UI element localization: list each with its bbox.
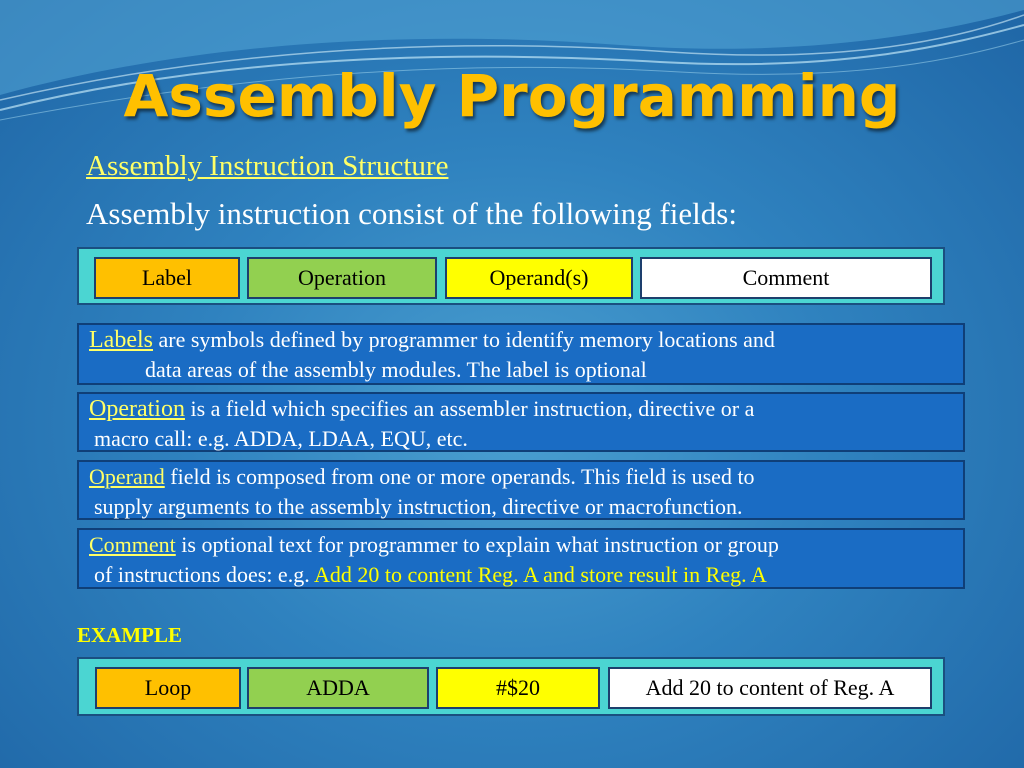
example-label-box: Loop [95, 667, 241, 709]
example-operation-box: ADDA [247, 667, 429, 709]
operation-text-line1: is a field which specifies an assembler instruction, directive or a [184, 396, 755, 421]
example-comment-box: Add 20 to content of Reg. A [608, 667, 932, 709]
comment-description [77, 528, 965, 589]
intro-text: Assembly instruction consist of the following fields: [86, 196, 737, 231]
field-operation-box: Operation [247, 257, 437, 299]
field-operands-box: Operand(s) [445, 257, 633, 299]
labels-text-line1: are symbols defined by programmer to identify memory locations and [152, 327, 775, 352]
field-label-box: Label [94, 257, 240, 299]
labels-text-line2: data areas of the assembly modules. The label is optional [145, 357, 647, 382]
operand-text-line2: supply arguments to the assembly instruction, directive or macrofunction. [94, 494, 743, 519]
operation-description [77, 392, 965, 452]
example-fields-bar [77, 657, 945, 716]
operand-text-line1: field is composed from one or more operands. This field is used to [164, 464, 755, 489]
slide-subtitle: Assembly Instruction Structure [86, 150, 449, 182]
comment-example-highlight: Add 20 to content Reg. A and store result in Reg. A [313, 562, 767, 587]
operation-text-line2: macro call: e.g. ADDA, LDAA, EQU, etc. [94, 426, 468, 451]
example-heading: EXAMPLE [77, 623, 182, 647]
labels-keyword: Labels [89, 327, 153, 353]
comment-text-line2-prefix: of instructions does: e.g. [94, 562, 314, 587]
comment-keyword: Comment [89, 532, 176, 557]
operation-keyword: Operation [89, 396, 185, 422]
operand-keyword: Operand [89, 464, 165, 489]
example-operand-box: #$20 [436, 667, 600, 709]
operand-description [77, 460, 965, 520]
labels-description [77, 323, 965, 385]
slide-title: Assembly Programming [123, 62, 901, 130]
comment-text-line1: is optional text for programmer to explain what instruction or group [175, 532, 779, 557]
field-comment-box: Comment [640, 257, 932, 299]
instruction-fields-bar [77, 247, 945, 305]
